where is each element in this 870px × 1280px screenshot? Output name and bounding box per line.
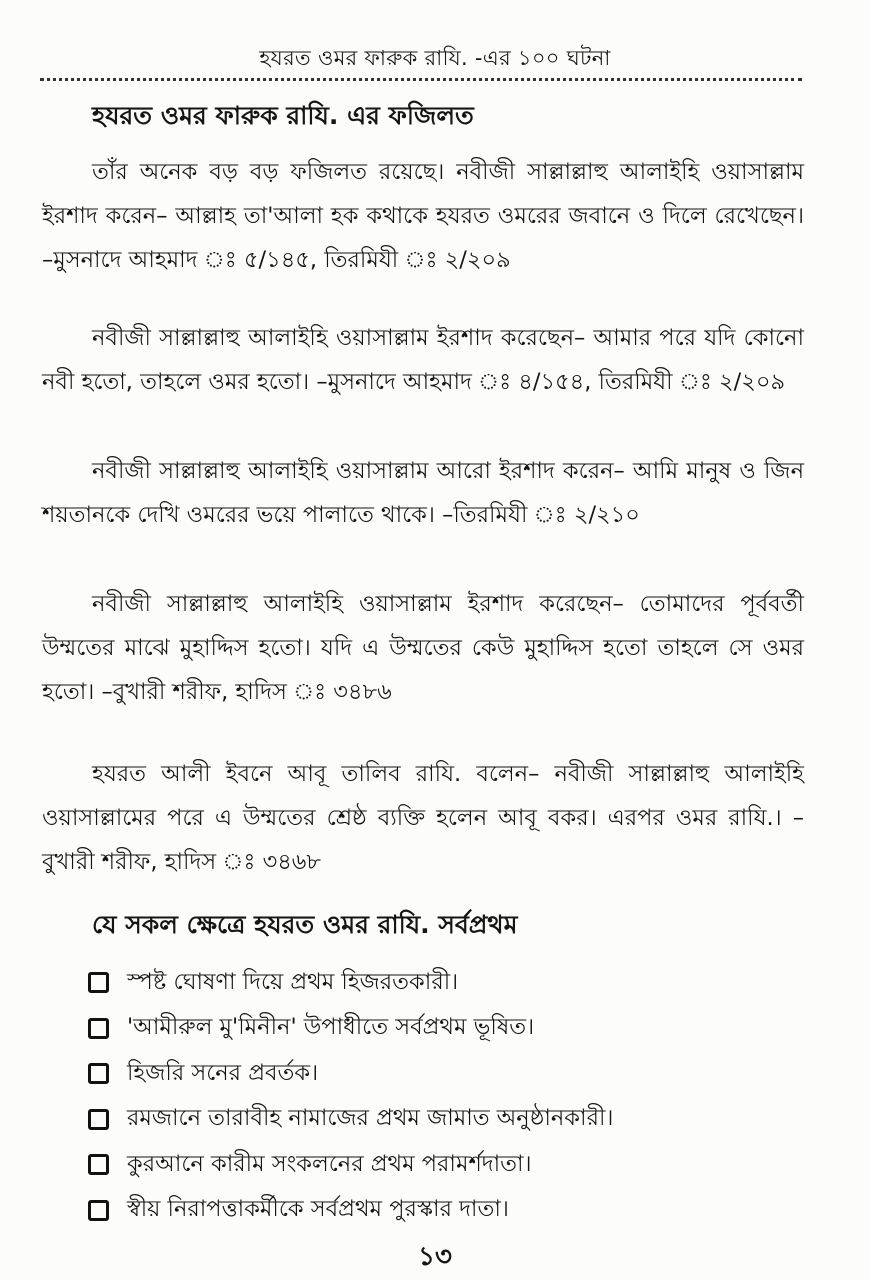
list-item-text: স্বীয় নিরাপত্তাকর্মীকে সর্বপ্রথম পুরস্কার দাতা। — [127, 1196, 509, 1223]
list-item — [88, 1051, 808, 1097]
page-number: ১৩ — [418, 1242, 452, 1272]
checkbox-icon — [88, 1200, 109, 1221]
list-item-text: হিজরি সনের প্রবর্তক। — [127, 1059, 319, 1086]
paragraph-2: নবীজী সাল্লাল্লাহু আলাইহি ওয়াসাল্লাম ইরশাদ করেছেন– আমার পরে যদি কোনো নবী হতো, তাহলে ওমর হতো। –মুসনাদে আহমাদ ঃ ৪/১৫৪, তিরমিযী ঃ ২/২০৯ — [42, 325, 804, 395]
header-divider — [40, 78, 802, 81]
checkbox-icon — [88, 1154, 109, 1175]
list-item — [88, 960, 808, 1006]
checkbox-icon — [88, 1063, 109, 1084]
paragraph-5: হযরত আলী ইবনে আবূ তালিব রাযি. বলেন– নবীজী সাল্লাল্লাহু আলাইহি ওয়াসাল্লামের পরে এ উম্মতের শ্রেষ্ঠ ব্যক্তি হলেন আবূ বকর। এরপর ওমর রাযি.। –বুখারী শরীফ, হাদিস ঃ ৩৪৬৮ — [42, 761, 804, 875]
checkbox-icon — [88, 1109, 109, 1130]
list-item — [88, 1006, 808, 1052]
paragraph-4: নবীজী সাল্লাল্লাহু আলাইহি ওয়াসাল্লাম ইরশাদ করেছেন– তোমাদের পূর্ববর্তী উম্মতের মাঝে মুহাদ্দিস হতো। যদি এ উম্মতের কেউ মুহাদ্দিস হতো তাহলে সে ওমর হতো। –বুখারী শরীফ, হাদিস ঃ ৩৪৮৬ — [42, 591, 804, 705]
list-item-text: স্পষ্ট ঘোষণা দিয়ে প্রথম হিজরতকারী। — [127, 968, 459, 995]
checkbox-icon — [88, 972, 109, 993]
list-item-text: কুরআনে কারীম সংকলনের প্রথম পরামর্শদাতা। — [127, 1150, 532, 1177]
checkbox-icon — [88, 1018, 109, 1039]
section-title-fazilat: হযরত ওমর ফারুক রাযি. এর ফজিলত — [92, 101, 474, 130]
list-item-text: 'আমীরুল মু'মিনীন' উপাধীতে সর্বপ্রথম ভূষিত। — [127, 1014, 535, 1041]
list-item — [88, 1142, 808, 1188]
list-item — [88, 1097, 808, 1143]
list-item — [88, 1188, 808, 1234]
section-title-firsts: যে সকল ক্ষেত্রে হযরত ওমর রাযি. সর্বপ্রথম — [92, 910, 518, 939]
paragraph-1: তাঁর অনেক বড় বড় ফজিলত রয়েছে। নবীজী সাল্লাল্লাহু আলাইহি ওয়াসাল্লাম ইরশাদ করেন– আল্লাহ তা'আলা হক কথাকে হযরত ওমরের জবানে ও দিলে রেখেছেন। –মুসনাদে আহমাদ ঃ ৫/১৪৫, তিরমিযী ঃ ২/২০৯ — [42, 159, 804, 273]
firsts-checklist — [88, 960, 808, 1233]
paragraph-3: নবীজী সাল্লাল্লাহু আলাইহি ওয়াসাল্লাম আরো ইরশাদ করেন– আমি মানুষ ও জিন শয়তানকে দেখি ওমরের ভয়ে পালাতে থাকে। –তিরমিযী ঃ ২/২১০ — [42, 458, 804, 528]
list-item-text: রমজানে তারাবীহ নামাজের প্রথম জামাত অনুষ্ঠানকারী। — [127, 1105, 614, 1132]
running-header: হযরত ওমর ফারুক রাযি. -এর ১০০ ঘটনা — [259, 46, 611, 70]
